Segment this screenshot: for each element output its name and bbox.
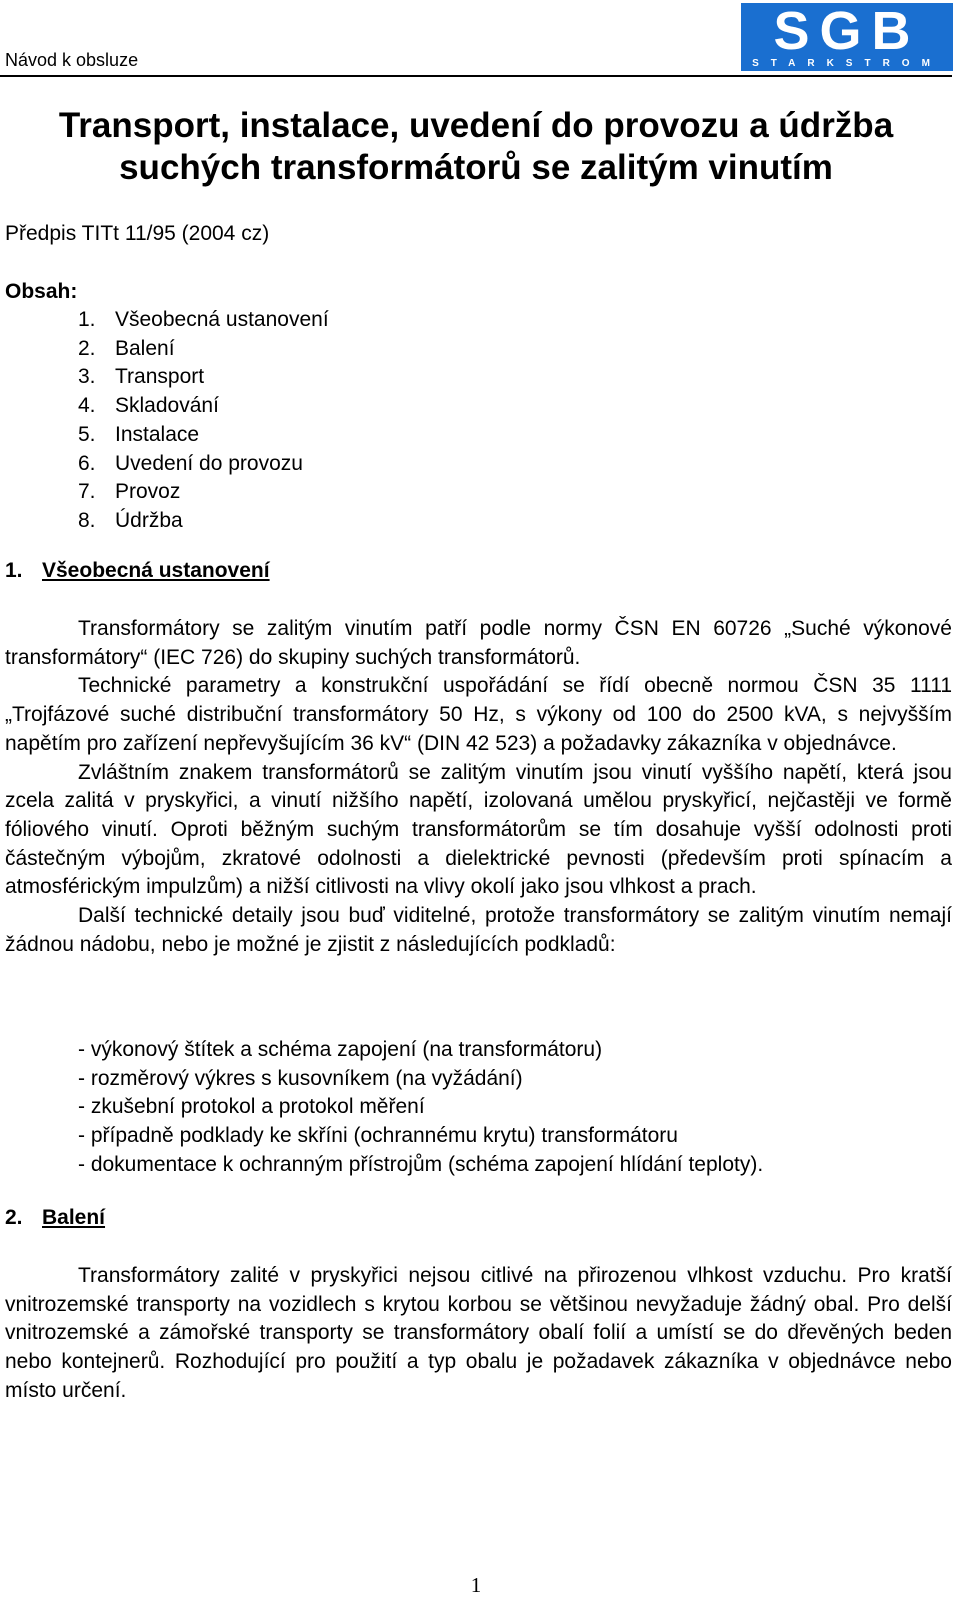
toc-item — [78, 306, 329, 335]
logo-subtext: STARKSTROM — [752, 58, 942, 69]
paragraph: Zvláštním znakem transformátorů se zalitým vinutím jsou vinutí vyššího napětí, která jsou zcela zalitá v pryskyřici, a vinutí nižšího napětí, izolovaná umělou pryskyřicí, nejčastěji ve formě fóliového vinutí. Oproti běžným suchým transformátorům se tím dosahuje vyšší odolnosti proti částečným výbojům, zkratové odolnosti a dielektrické pevnosti (především proti spínacím a atmosférickým impulzům) a nižší citlivosti na vlivy okolí jako jsou vlhkost a prach. — [5, 760, 952, 899]
section-title: Balení — [42, 1206, 106, 1229]
paragraph: Technické parametry a konstrukční uspořádání se řídí obecně normou ČSN 35 1111 „Trojfázové suché distribuční transformátory 50 Hz, s výkony od 100 do 2500 kVA, s nejvyšším napětím pro zařízení nepřevyšujícím 36 kV“ (DIN 42 523) a požadavky zákazníka v objednávce. — [5, 674, 952, 755]
documents-list — [78, 1036, 763, 1180]
toc-item-label: Instalace — [115, 422, 200, 446]
section-1-body — [5, 615, 952, 959]
section-2-body — [5, 1262, 952, 1406]
toc-item-num: 1. — [78, 308, 96, 331]
toc-item — [78, 392, 329, 421]
toc-list — [78, 306, 329, 536]
toc-item-label: Transport — [115, 365, 205, 389]
toc-item — [78, 421, 329, 450]
toc-item — [78, 507, 329, 536]
list-item: - dokumentace k ochranným přístrojům (schéma zapojení hlídání teploty). — [78, 1152, 764, 1176]
list-item: - rozměrový výkres s kusovníkem (na vyžádání) — [78, 1066, 523, 1090]
toc-item-label: Uvedení do provozu — [115, 451, 303, 475]
section-1-heading — [5, 559, 270, 583]
section-title: Všeobecná ustanovení — [42, 559, 270, 582]
toc-item — [78, 478, 329, 507]
title-line-2: suchých transformátorů se zalitým vinutím — [119, 148, 833, 187]
toc-heading: Obsah: — [5, 280, 78, 303]
toc-item-num: 4. — [78, 394, 96, 418]
toc-item-label: Všeobecná ustanovení — [115, 308, 329, 331]
toc-item-label: Provoz — [115, 480, 181, 504]
paragraph: Transformátory se zalitým vinutím patří podle normy ČSN EN 60726 „Suché výkonové transformátory“ (IEC 726) do skupiny suchých transformátorů. — [5, 617, 952, 669]
toc-item-num: 3. — [78, 365, 96, 389]
toc-item — [78, 450, 329, 479]
toc-item-label: Údržba — [115, 508, 183, 532]
toc-item-num: 2. — [78, 336, 96, 360]
toc-item-label: Balení — [115, 336, 175, 360]
logo-text: SGB — [773, 3, 921, 61]
toc-item-num: 6. — [78, 451, 96, 475]
section-number: 2. — [5, 1206, 23, 1229]
sgb-logo — [741, 3, 953, 71]
regulation-code: Předpis TITt 11/95 (2004 cz) — [5, 222, 270, 245]
document-type-label: Návod k obsluze — [5, 50, 139, 70]
title-line-1: Transport, instalace, uvedení do provozu a údržba — [58, 106, 894, 145]
document-title — [0, 105, 952, 189]
list-item: - případně podklady ke skříni (ochrannému krytu) transformátoru — [78, 1124, 678, 1148]
toc-item-num: 5. — [78, 422, 96, 446]
toc-item-num: 8. — [78, 508, 96, 532]
section-number: 1. — [5, 559, 23, 582]
toc-item — [78, 363, 329, 392]
list-item: - zkušební protokol a protokol měření — [78, 1095, 425, 1119]
page-number: 1 — [470, 1573, 482, 1597]
section-2-heading — [5, 1206, 105, 1230]
header-divider — [0, 75, 952, 77]
toc-item — [78, 335, 329, 364]
paragraph: Další technické detaily jsou buď viditelné, protože transformátory se zalitým vinutím nemají žádnou nádobu, nebo je možné je zjistit z následujících podkladů: — [5, 904, 952, 956]
paragraph: Transformátory zalité v pryskyřici nejsou citlivé na přirozenou vlhkost vzduchu. Pro kratší vnitrozemské transporty na vozidlech s krytou korbou se většinou nevyžaduje žádný obal. Pro delší vnitrozemské a zámořské transporty se transformátory obalí folií a umístí se do dřevěných beden nebo kontejnerů. Rozhodující pro použití a typ obalu je požadavek zákazníka v objednávce nebo místo určení. — [5, 1264, 952, 1402]
toc-item-num: 7. — [78, 480, 96, 504]
list-item: - výkonový štítek a schéma zapojení (na transformátoru) — [78, 1038, 603, 1061]
toc-item-label: Skladování — [115, 394, 219, 418]
